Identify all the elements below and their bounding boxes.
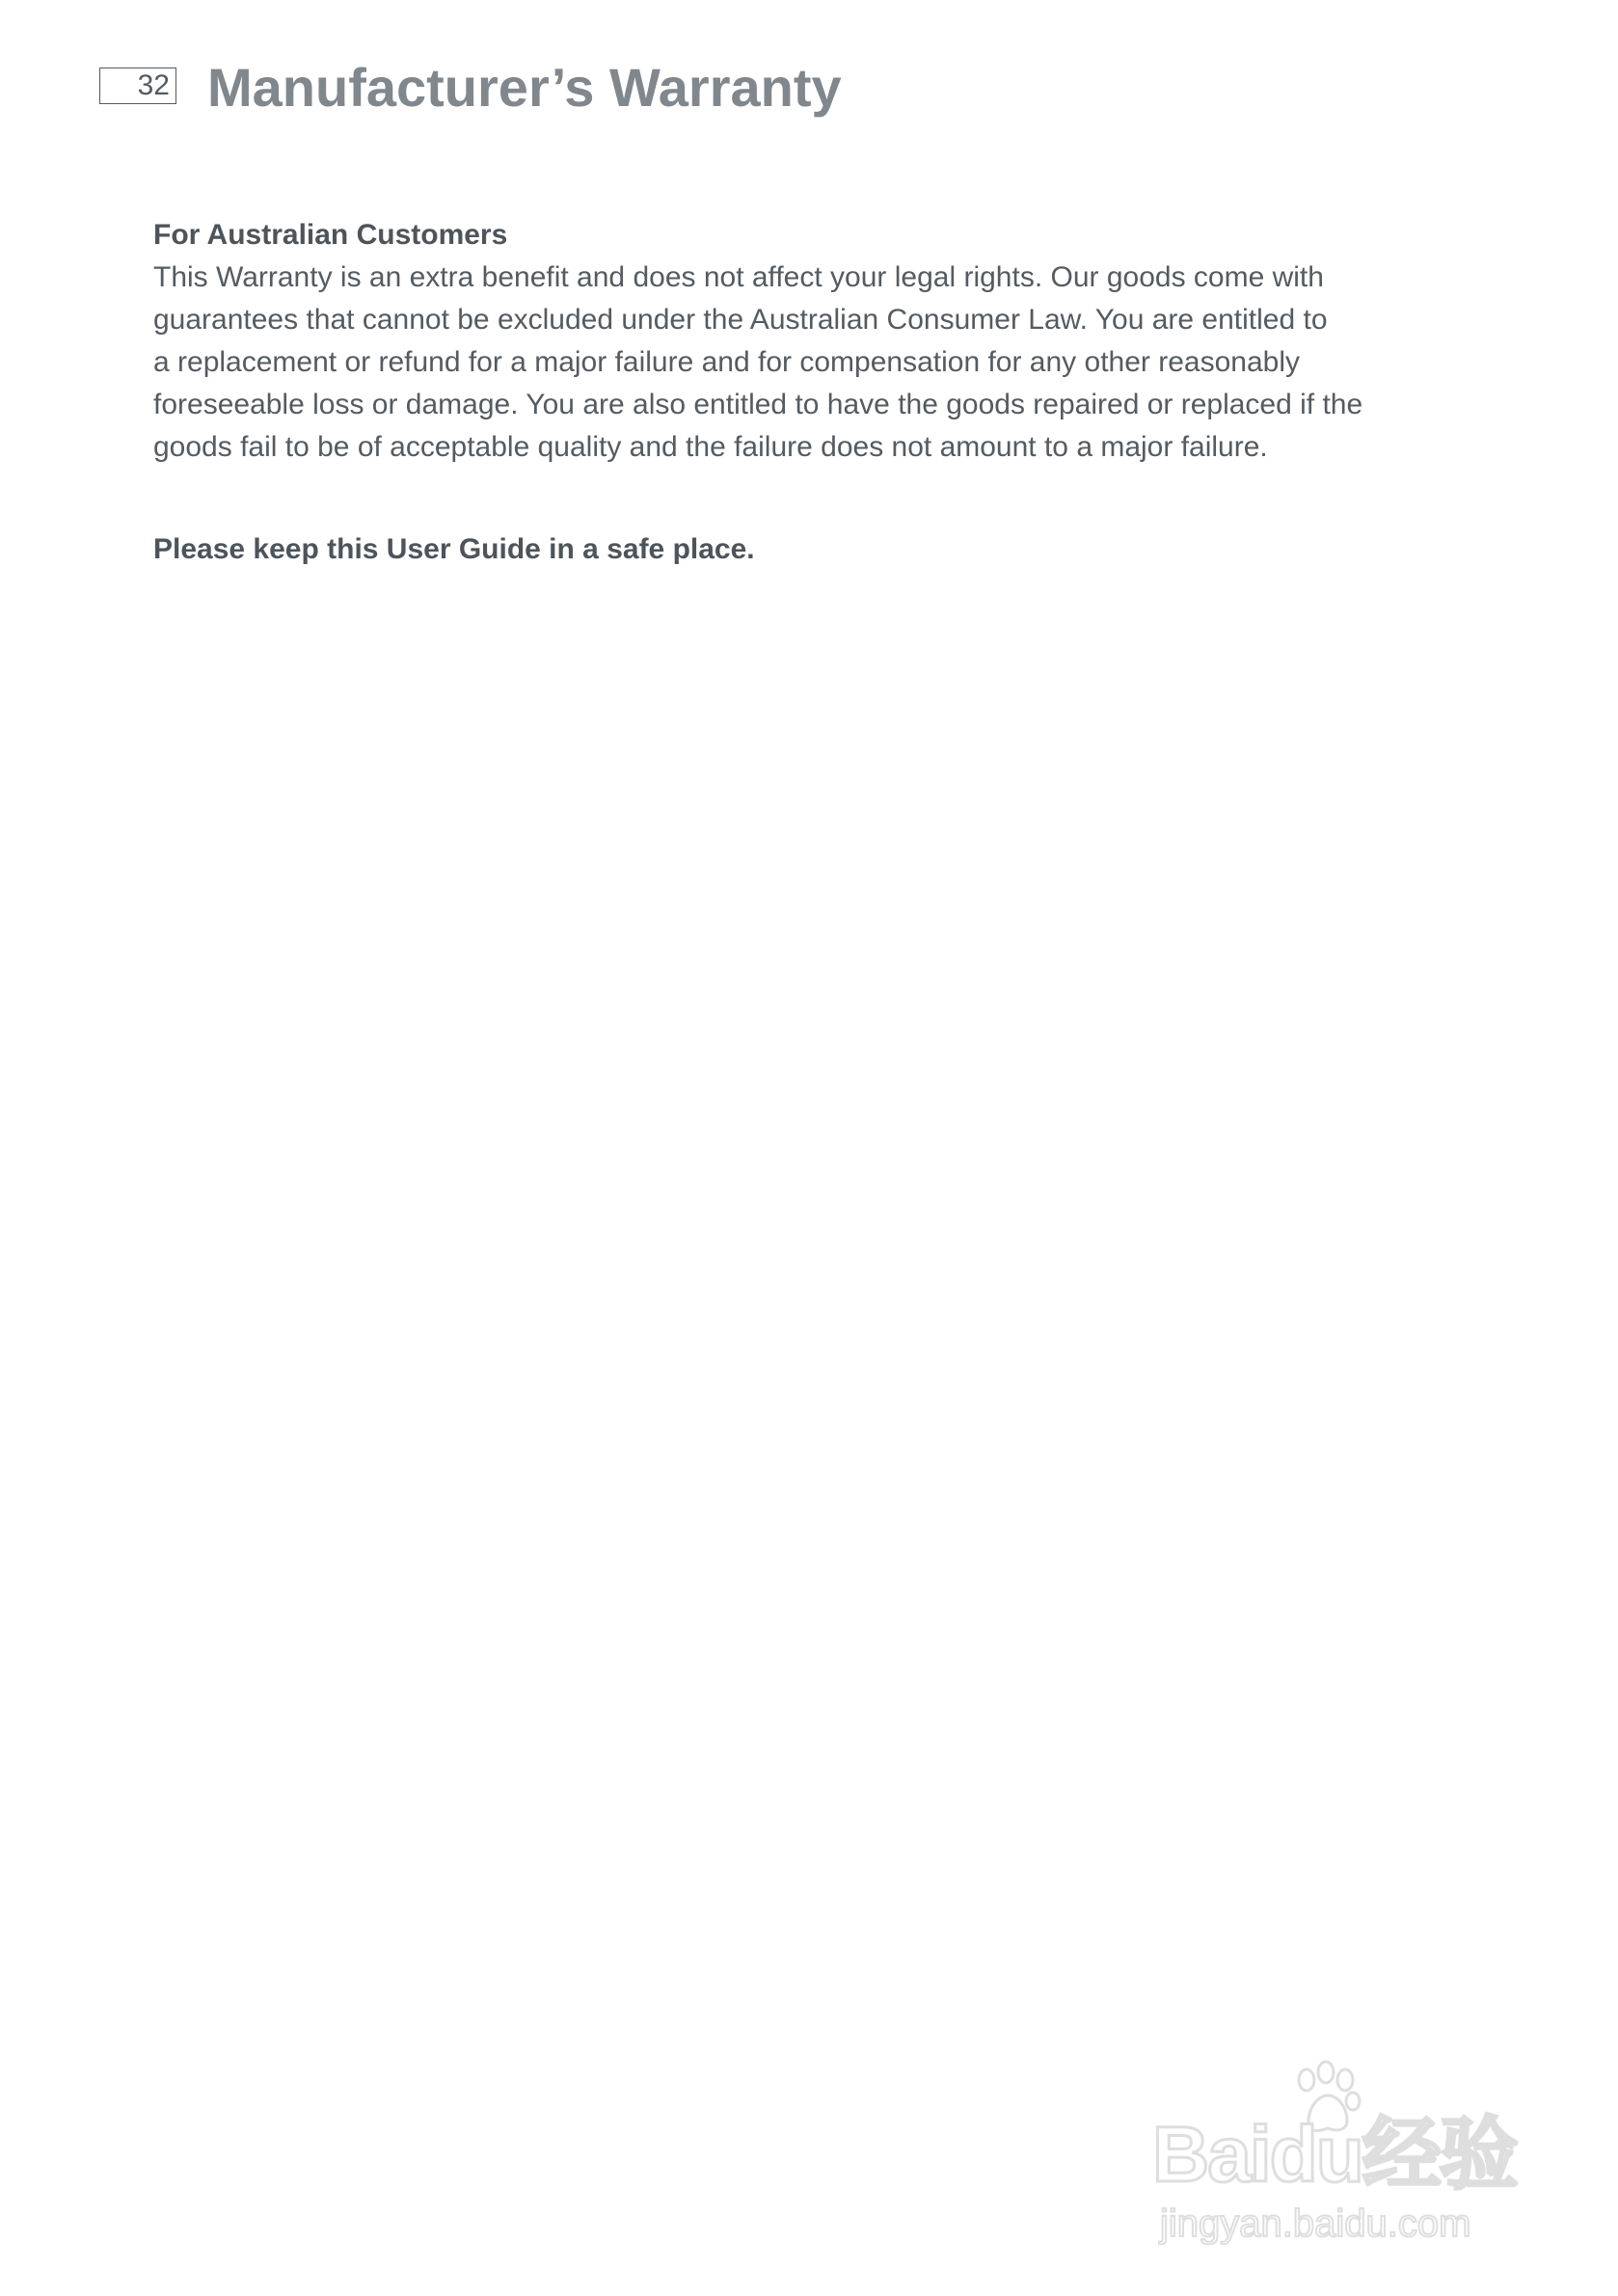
section-heading: For Australian Customers bbox=[153, 219, 508, 251]
warranty-section bbox=[153, 214, 1513, 469]
paragraph-line: a replacement or refund for a major failure and for compensation for any other reasonably bbox=[153, 346, 1300, 378]
paragraph-line: foreseeable loss or damage. You are also entitled to have the goods repaired or replaced if the bbox=[153, 389, 1363, 420]
watermark-url: jingyan.baidu.com bbox=[1160, 2202, 1471, 2245]
paragraph-line: This Warranty is an extra benefit and does not affect your legal rights. Our goods come with bbox=[153, 261, 1324, 293]
paragraph-line: goods fail to be of acceptable quality and the failure does not amount to a major failure. bbox=[153, 431, 1268, 463]
paragraph-line: guarantees that cannot be excluded under the Australian Consumer Law. You are entitled to bbox=[153, 304, 1328, 336]
warranty-paragraph bbox=[153, 257, 1513, 469]
baidu-logo-text: Baidu经验 bbox=[1152, 2111, 1517, 2199]
keep-guide-note: Please keep this User Guide in a safe place. bbox=[153, 533, 755, 565]
page-number: 32 bbox=[99, 68, 176, 104]
baidu-watermark bbox=[1152, 2059, 1548, 2247]
page-title: Manufacturer’s Warranty bbox=[207, 57, 842, 118]
